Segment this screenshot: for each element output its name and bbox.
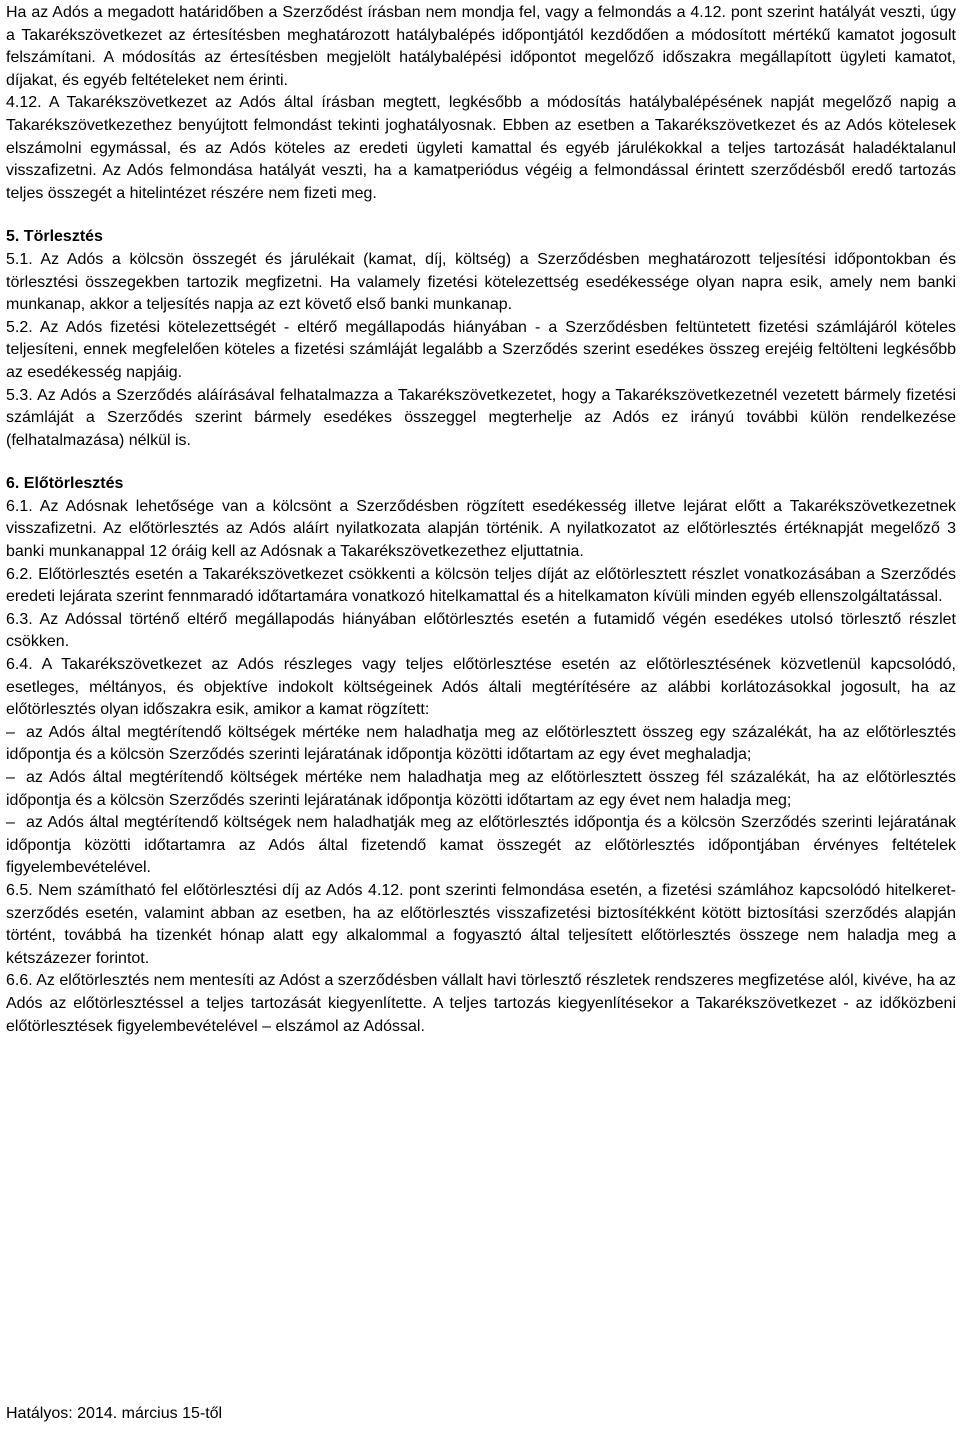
paragraph-4-11-continuation: Ha az Adós a megadott határidőben a Szerződést írásban nem mondja fel, vagy a felmondás a 4.12. pont szerint hatályát veszti, úgy a Takarékszövetkezet az értesítésben meghatározott hatálybalépés időpontjától kezdődően a módosított mértékű kamatot jogosult felszámítani. A módosítás az értesítésben megjelölt hatálybalépési időpontot megelőző időszakra megállapított ügyleti kamatot, díjakat, és egyéb feltételeket nem érinti. [6, 4, 956, 89]
section-5-title: Törlesztés [23, 228, 103, 246]
paragraph-5-1: 5.1. Az Adós a kölcsön összegét és járulékait (kamat, díj, költség) a Szerződésben meghatározott teljesítési időpontokban és törlesztési összegekben tartozik megfizetni. Ha valamely fizetési kötelezettség esedékessége olyan napra esik, amely nem banki munkanap, akkor a teljesítés napja az ezt követő első banki munkanap. [6, 250, 956, 314]
paragraph-6-3: 6.3. Az Adóssal történő eltérő megállapodás hiányában előtörlesztés esetén a futamidő végén esedékes utolsó törlesztő részlet csökken. [6, 610, 956, 651]
paragraph-6-5: 6.5. Nem számítható fel előtörlesztési díj az Adós 4.12. pont szerinti felmondása esetén, a fizetési számlához kapcsolódó hitelkeret-szerződés esetén, valamint abban az esetben, ha az előtörlesztés visszafizetési biztosítékként kötött biztosítási szerződés alapján történt, továbbá ha tizenkét hónap alatt egy alkalommal a fogyasztó által teljesített előtörlesztés összege nem haladja meg a kétszázezer forintot. [6, 881, 956, 967]
section-6-heading [6, 473, 956, 496]
dash-list-item [6, 812, 956, 880]
dash-list-item [6, 767, 956, 812]
dash-list-item-text: az Adós által megtérítendő költségek nem haladhatják meg az előtörlesztés időpontja és a kölcsön Szerződés szerinti lejáratának időpontja közötti időtartamra az Adós által fizetendő kamat összegét az előtörlesztés időpontjában érvényes feltételek figyelembevételével. [6, 814, 956, 877]
paragraph-5-2: 5.2. Az Adós fizetési kötelezettségét - eltérő megállapodás hiányában - a Szerződésben feltüntetett fizetési számlájáról köteles teljesíteni, ennek megfelelően köteles a fizetési számláját legalább a Szerződés szerint esedékes összeg erejéig feltölteni legkésőbb az esedékesség napjáig. [6, 318, 956, 381]
paragraph-6-2: 6.2. Előtörlesztés esetén a Takarékszövetkezet csökkenti a kölcsön teljes díját az előtörlesztett részlet vonatkozásában a Szerződés eredeti lejárata szerint fennmaradó időtartamára vonatkozó hitelkamattal és a hitelkamaton kívüli minden egyéb ellenszolgáltatással. [6, 565, 956, 606]
document-page [6, 2, 956, 1038]
paragraph-6-6: 6.6. Az előtörlesztés nem mentesíti az Adóst a szerződésben vállalt havi törlesztő részletek rendszeres megfizetése alól, kivéve, ha az Adós az előtörlesztéssel a teljes tartozását kiegyenlítette. A teljes tartozás kiegyenlítésekor a Takarékszövetkezet - az időközbeni előtörlesztések figyelembevételével – elszámol az Adóssal. [6, 972, 956, 1035]
section-gap [6, 205, 956, 226]
section-5-heading [6, 226, 956, 249]
paragraph-5-3: 5.3. Az Adós a Szerződés aláírásával felhatalmazza a Takarékszövetkezetet, hogy a Takarékszövetkezetnél vezetett bármely fizetési számláját a Szerződés szerint bármely esedékes összeggel megterhelje az Adós ez irányú további külön rendelkezése (felhatalmazása) nélkül is. [6, 386, 956, 449]
section-6-number: 6. [6, 475, 20, 493]
paragraph-6-4: 6.4. A Takarékszövetkezet az Adós részleges vagy teljes előtörlesztése esetén az előtörlesztésének közvetlenül kapcsolódó, esetleges, méltányos, és objektíve indokolt költségeinek Adós általi megtérítésére az alábbi korlátozásokkal jogosult, ha az előtörlesztés olyan időszakra esik, amikor a kamat rögzített: [6, 656, 956, 719]
dash-marker: – [6, 723, 15, 741]
dash-list-item-text: az Adós által megtérítendő költségek mértéke nem haladhatja meg az előtörlesztett összeg fél százalékát, ha az előtörlesztés időpontja és a kölcsön Szerződés szerinti lejáratának időpontja közötti időtartam az egy évet nem haladja meg; [6, 769, 956, 809]
dash-list-item-text: az Adós által megtérítendő költségek mértéke nem haladhatja meg az előtörlesztett összeg egy százalékát, ha az előtörlesztés időpontja és a kölcsön Szerződés szerinti lejáratának időpontja közötti időtartam az egy évet meghaladja; [6, 723, 956, 764]
dash-marker: – [6, 769, 15, 786]
section-5-number: 5. [6, 228, 20, 246]
paragraph-4-12: 4.12. A Takarékszövetkezet az Adós által írásban megtett, legkésőbb a módosítás hatálybalépésének napját megelőző napig a Takarékszövetkezethez benyújtott felmondást tekinti joghatályosnak. Ebben az esetben a Takarékszövetkezet és az Adós kötelesek elszámolni egymással, és az Adós köteles az eredeti ügyleti kamattal és egyéb járulékokkal a teljes tartozását haladéktalanul visszafizetni. Az Adós felmondása hatályát veszti, ha a kamatperiódus végéig a felmondással érintett szerződésből eredő tartozás teljes összegét a hitelintézet részére nem fizeti meg. [6, 94, 956, 202]
dash-marker: – [6, 814, 15, 832]
dash-list-item [6, 722, 956, 767]
section-6-title: Előtörlesztés [23, 475, 124, 493]
paragraph-6-1: 6.1. Az Adósnak lehetősége van a kölcsönt a Szerződésben rögzített esedékesség illetve lejárat előtt a Takarékszövetkezetnek visszafizetni. Az előtörlesztés az Adós aláírt nyilatkozata alapján történik. A nyilatkozatot az előtörlesztés értéknapját megelőző 3 banki munkanappal 12 óráig kell az Adósnak a Takarékszövetkezethez eljuttatnia. [6, 497, 956, 561]
section-gap [6, 452, 956, 473]
effective-date-footer: Hatályos: 2014. március 15-től [6, 1405, 223, 1422]
